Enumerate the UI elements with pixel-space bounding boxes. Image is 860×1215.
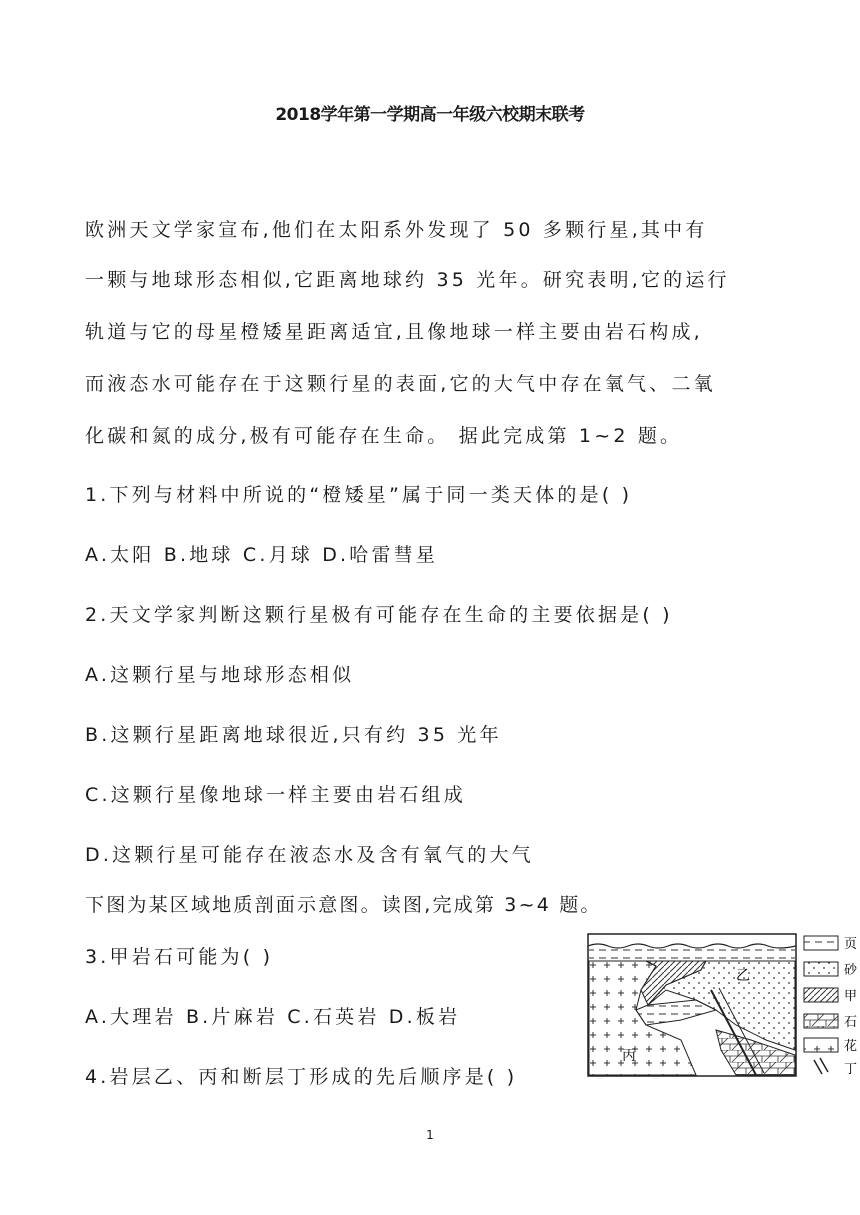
passage-line-1: 欧洲天文学家宣布,他们在太阳系外发现了 50 多颗行星,其中有 bbox=[85, 219, 708, 241]
question-3-stem: 3.甲岩石可能为( ) bbox=[85, 946, 274, 968]
question-2-option-b: B.这颗行星距离地球很近,只有约 35 光年 bbox=[85, 724, 502, 746]
question-2-option-c: C.这颗行星像地球一样主要由岩石组成 bbox=[85, 784, 466, 806]
fault-symbol-icon bbox=[814, 1058, 828, 1074]
question-2-stem: 2.天文学家判断这颗行星极有可能存在生命的主要依据是( ) bbox=[85, 604, 673, 626]
question-1-stem: 1.下列与材料中所说的“橙矮星”属于同一类天体的是( ) bbox=[85, 484, 633, 506]
exam-title: 2018学年第一学期高一年级六校期末联考 bbox=[275, 105, 585, 125]
legend-label-limestone: 石 bbox=[844, 1015, 858, 1030]
question-1-options: A.太阳 B.地球 C.月球 D.哈雷彗星 bbox=[85, 544, 439, 566]
legend-label-fault: 丁 bbox=[844, 1062, 858, 1077]
passage-line-5: 化碳和氮的成分,极有可能存在生命。 据此完成第 1~2 题。 bbox=[85, 425, 683, 447]
passage-line-3: 轨道与它的母星橙矮星距离适宜,且像地球一样主要由岩石构成, bbox=[85, 321, 703, 343]
geologic-cross-section-figure bbox=[586, 930, 860, 1080]
question-2-option-d: D.这颗行星可能存在液态水及含有氧气的大气 bbox=[85, 844, 534, 866]
legend-label-sandstone: 砂 bbox=[844, 963, 858, 978]
label-yi: 乙 bbox=[736, 968, 750, 984]
passage-line-4: 而液态水可能存在于这颗行星的表面,它的大气中存在氧气、二氧 bbox=[85, 373, 716, 395]
legend-label-shale: 页 bbox=[844, 937, 858, 952]
question-3-options: A.大理岩 B.片麻岩 C.石英岩 D.板岩 bbox=[85, 1006, 461, 1028]
question-2-option-a: A.这颗行星与地球形态相似 bbox=[85, 664, 355, 686]
page-number: 1 bbox=[426, 1128, 434, 1142]
figure-intro: 下图为某区域地质剖面示意图。读图,完成第 3~4 题。 bbox=[85, 894, 602, 916]
geologic-cross-section-svg bbox=[586, 930, 860, 1080]
label-bing: 丙 bbox=[622, 1048, 636, 1064]
question-4-stem: 4.岩层乙、丙和断层丁形成的先后顺序是( ) bbox=[85, 1066, 518, 1088]
passage-line-2: 一颗与地球形态相似,它距离地球约 35 光年。研究表明,它的运行 bbox=[85, 269, 730, 291]
legend-label-granite: 花 bbox=[844, 1039, 858, 1054]
legend bbox=[804, 936, 858, 1077]
legend-label-jia: 甲 bbox=[844, 989, 858, 1004]
